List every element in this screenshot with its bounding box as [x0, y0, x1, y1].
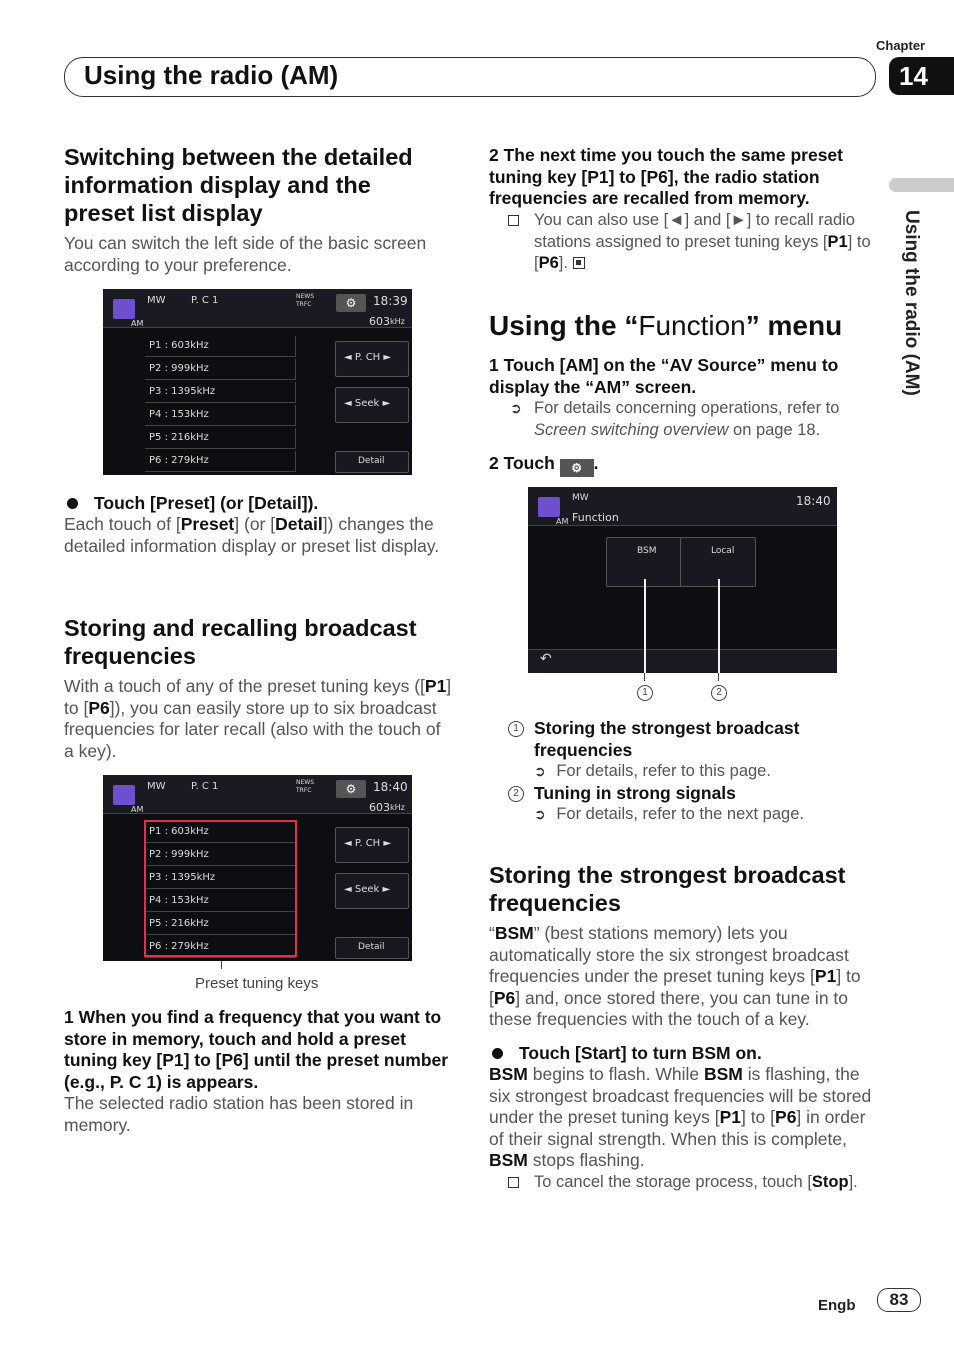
chapter-number: 14 — [889, 57, 954, 95]
preset-key-p3[interactable]: P3 : 1395kHz — [145, 868, 296, 889]
bullet-touch-preset-body: Each touch of [Preset] (or [Detail]) changes the detailed information display or preset list display. — [64, 514, 440, 556]
band-am-label: AM — [131, 319, 144, 328]
band-am-label: AM — [131, 805, 144, 814]
function-title: Function — [572, 511, 619, 524]
step-function-2: 2 Touch ⚙ . — [489, 453, 599, 475]
preset-key-p6[interactable]: P6 : 279kHz — [145, 451, 296, 472]
preset-key-p1[interactable]: P1 : 603kHz — [145, 822, 296, 843]
radio-icon — [113, 299, 135, 319]
arrow-icon: ➲ — [534, 806, 546, 822]
clock: 18:39 — [373, 294, 408, 308]
trfc-label: TRFC — [296, 301, 312, 308]
section-title-switching: Switching between the detailed information display and the preset list display — [64, 144, 413, 226]
preset-key-p5[interactable]: P5 : 216kHz — [145, 428, 296, 449]
gear-icon: ⚙ — [560, 459, 594, 477]
preset-label: P. C 1 — [191, 781, 219, 792]
side-tab — [889, 178, 954, 192]
function-gear-icon[interactable]: ⚙ — [336, 780, 366, 798]
function-gear-icon[interactable]: ⚙ — [336, 294, 366, 312]
section-body-bsm: “BSM” (best stations memory) lets you automatically store the six strongest broadcast frequencies under the preset tuning keys [P1] to [P6] and, once stored there, you can tune in to these frequencies with the touch of a key. — [489, 923, 861, 1029]
trfc-label: TRFC — [296, 787, 312, 794]
radio-icon — [538, 497, 560, 517]
list-item-1: 1 Storing the strongest broadcast frequencies — [508, 718, 848, 761]
step-store-1: 1 When you find a frequency that you want to store in memory, touch and hold a preset tuning key [P1] to [P6] until the preset number (e.g., P. C 1) is appears. — [64, 1007, 449, 1092]
preset-key-p4[interactable]: P4 : 153kHz — [145, 891, 296, 912]
section-body-switching: You can switch the left side of the basic screen according to your preference. — [64, 233, 427, 275]
bsm-button[interactable]: BSM — [606, 537, 682, 587]
list-item-2: 2 Tuning in strong signals — [508, 783, 848, 805]
page-number: 83 — [877, 1288, 921, 1312]
preset-key-p6[interactable]: P6 : 279kHz — [145, 937, 296, 958]
clock: 18:40 — [796, 494, 831, 508]
footer-lang: Engb — [818, 1297, 856, 1314]
callout-line — [221, 961, 222, 969]
screen-basic-detail — [103, 289, 412, 475]
band-label: MW — [572, 493, 589, 503]
detail-button[interactable]: Detail — [335, 937, 409, 959]
preset-key-p2[interactable]: P2 : 999kHz — [145, 359, 296, 380]
end-mark-icon — [573, 257, 585, 269]
side-label: Using the radio (AM) — [901, 210, 922, 396]
seek-button[interactable]: ◄ Seek ► — [335, 387, 409, 423]
preset-key-p3[interactable]: P3 : 1395kHz — [145, 382, 296, 403]
preset-key-p5[interactable]: P5 : 216kHz — [145, 914, 296, 935]
band-am-label: AM — [556, 517, 569, 526]
section-title-function: Using the “Function” menu — [489, 310, 843, 341]
callout-mark-2: 2 — [711, 682, 727, 701]
band-label: MW — [147, 781, 166, 792]
pch-button[interactable]: ◄ P. CH ► — [335, 341, 409, 377]
news-label: NEWS — [296, 779, 315, 786]
pch-button[interactable]: ◄ P. CH ► — [335, 827, 409, 863]
preset-keys-highlight — [144, 820, 297, 957]
detail-button[interactable]: Detail — [335, 451, 409, 473]
section-title-storing: Storing and recalling broadcast frequencies — [64, 615, 417, 669]
screen-basic-preset-highlight — [103, 775, 412, 961]
clock: 18:40 — [373, 780, 408, 794]
preset-key-p1[interactable]: P1 : 603kHz — [145, 336, 296, 357]
band-label: MW — [147, 295, 166, 306]
local-button[interactable]: Local — [680, 537, 756, 587]
step-recall-2: 2 The next time you touch the same preset tuning key [P1] to [P6], the radio station frequencies are recalled from memory. — [489, 145, 843, 208]
step-store-1-body: The selected radio station has been stored in memory. — [64, 1093, 414, 1135]
radio-icon — [113, 785, 135, 805]
back-icon[interactable]: ↶ — [540, 651, 552, 667]
step-function-1: 1 Touch [AM] on the “AV Source” menu to display the “AM” screen. — [489, 355, 839, 397]
list-item-2-note: ➲ For details, refer to the next page. — [534, 805, 804, 823]
note-recall: You can also use [◄] and [►] to recall radio stations assigned to preset tuning keys [P1] to [P6]. — [508, 210, 878, 275]
bullet-start-bsm-body: BSM begins to flash. While BSM is flashing, the six strongest broadcast frequencies will be stored under the preset tuning keys [P1] to [P6] in order of their signal strength. When this is complete, BSM stops flashing. — [489, 1064, 872, 1170]
section-body-storing: With a touch of any of the preset tuning keys ([P1] to [P6]), you can easily store up to six broadcast frequencies for later recall (also with the touch of a key). — [64, 676, 452, 761]
freq-unit: kHz — [390, 317, 405, 326]
preset-key-p4[interactable]: P4 : 153kHz — [145, 405, 296, 426]
note-cancel: To cancel the storage process, touch [Stop]. — [508, 1172, 878, 1194]
bullet-touch-preset: Touch [Preset] (or [Detail]). — [64, 493, 454, 515]
page-title: Using the radio (AM) — [84, 60, 339, 90]
note-function-1: ➲ For details concerning operations, refer to Screen switching overview on page 18. — [510, 399, 840, 439]
preset-label: P. C 1 — [191, 295, 219, 306]
freq-display: 603 — [369, 801, 390, 814]
seek-button[interactable]: ◄ Seek ► — [335, 873, 409, 909]
bullet-start-bsm: Touch [Start] to turn BSM on. — [489, 1043, 879, 1065]
list-item-1-note: ➲ For details, refer to this page. — [534, 762, 771, 780]
freq-display: 603 — [369, 315, 390, 328]
chapter-label: Chapter — [876, 38, 926, 53]
section-title-bsm: Storing the strongest broadcast frequencies — [489, 862, 846, 916]
preset-key-p2[interactable]: P2 : 999kHz — [145, 845, 296, 866]
news-label: NEWS — [296, 293, 315, 300]
arrow-icon: ➲ — [510, 400, 522, 416]
callout-preset-keys: Preset tuning keys — [195, 975, 319, 992]
screen-function-menu — [528, 487, 837, 673]
callout-mark-1: 1 — [637, 682, 653, 701]
freq-unit: kHz — [390, 803, 405, 812]
arrow-icon: ➲ — [534, 763, 546, 779]
